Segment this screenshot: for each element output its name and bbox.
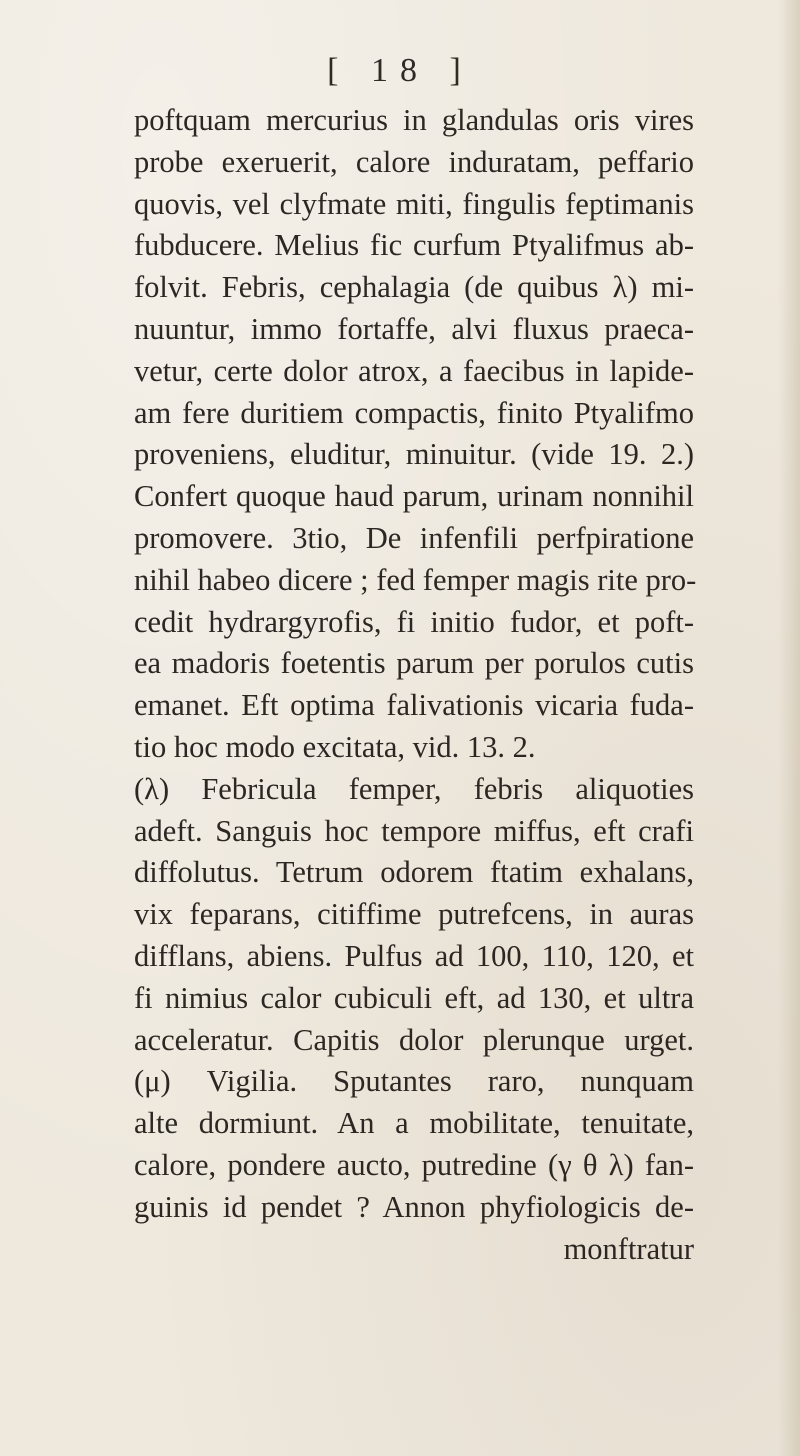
text-line: guinis id pendet ? Annon phyfiologicis de-: [134, 1189, 694, 1224]
text-line: calore, pondere aucto, putredine (γ θ λ) fan-: [134, 1147, 694, 1182]
text-line: alte dormiunt. An a mobilitate, tenuitate,: [134, 1106, 694, 1141]
text-line: tio hoc modo excitata, vid. 13. 2.: [134, 729, 536, 764]
text-line: nuuntur, immo fortaffe, alvi fluxus praeca-: [134, 311, 694, 346]
text-line: fubducere. Melius fic curfum Ptyalifmus ab-: [134, 228, 694, 263]
page-edge-shadow: [778, 0, 800, 1456]
text-line: fi nimius calor cubiculi eft, ad 130, et ultra: [134, 980, 694, 1015]
body-text: [134, 100, 697, 1270]
footnote-mu-line: (μ) Vigilia. Sputantes raro, nunquam: [134, 1064, 694, 1099]
text-line: Confert quoque haud parum, urinam nonnihil: [134, 479, 694, 514]
text-line: cedit hydrargyrofis, fi initio fudor, et poft-: [134, 604, 694, 639]
text-line: am fere duritiem compactis, finito Ptyalifmo: [134, 395, 694, 430]
text-line: proveniens, eluditur, minuitur. (vide 19. 2.): [134, 437, 694, 472]
footnote-lambda-line: (λ) Febricula femper, febris aliquoties: [134, 771, 694, 806]
page-number: [ 18 ]: [327, 52, 473, 89]
text-line: adeft. Sanguis hoc tempore miffus, eft crafi: [134, 813, 694, 848]
text-line: acceleratur. Capitis dolor plerunque urget.: [134, 1022, 694, 1057]
text-line: probe exeruerit, calore induratam, peffario: [134, 144, 694, 179]
catchword-line: monftratur: [563, 1231, 694, 1266]
text-line: difflans, abiens. Pulfus ad 100, 110, 120, et: [134, 938, 694, 973]
text-line: quovis, vel clyfmate miti, fingulis feptimanis: [134, 186, 694, 221]
text-line: diffolutus. Tetrum odorem ftatim exhalans,: [134, 855, 694, 890]
text-line: folvit. Febris, cephalagia (de quibus λ) mi-: [134, 270, 694, 305]
text-line: ea madoris foetentis parum per porulos cutis: [134, 646, 694, 681]
text-line: emanet. Eft optima falivationis vicaria fuda-: [134, 688, 694, 723]
text-line: vix feparans, citiffime putrefcens, in auras: [134, 897, 694, 932]
text-line: promovere. 3tio, De infenfili perfpiratione: [134, 520, 694, 555]
text-line: vetur, certe dolor atrox, a faecibus in lapide-: [134, 353, 694, 388]
text-line: nihil habeo dicere ; fed femper magis rite pro-: [134, 562, 697, 597]
text-line: poftquam mercurius in glandulas oris vires: [134, 103, 694, 137]
